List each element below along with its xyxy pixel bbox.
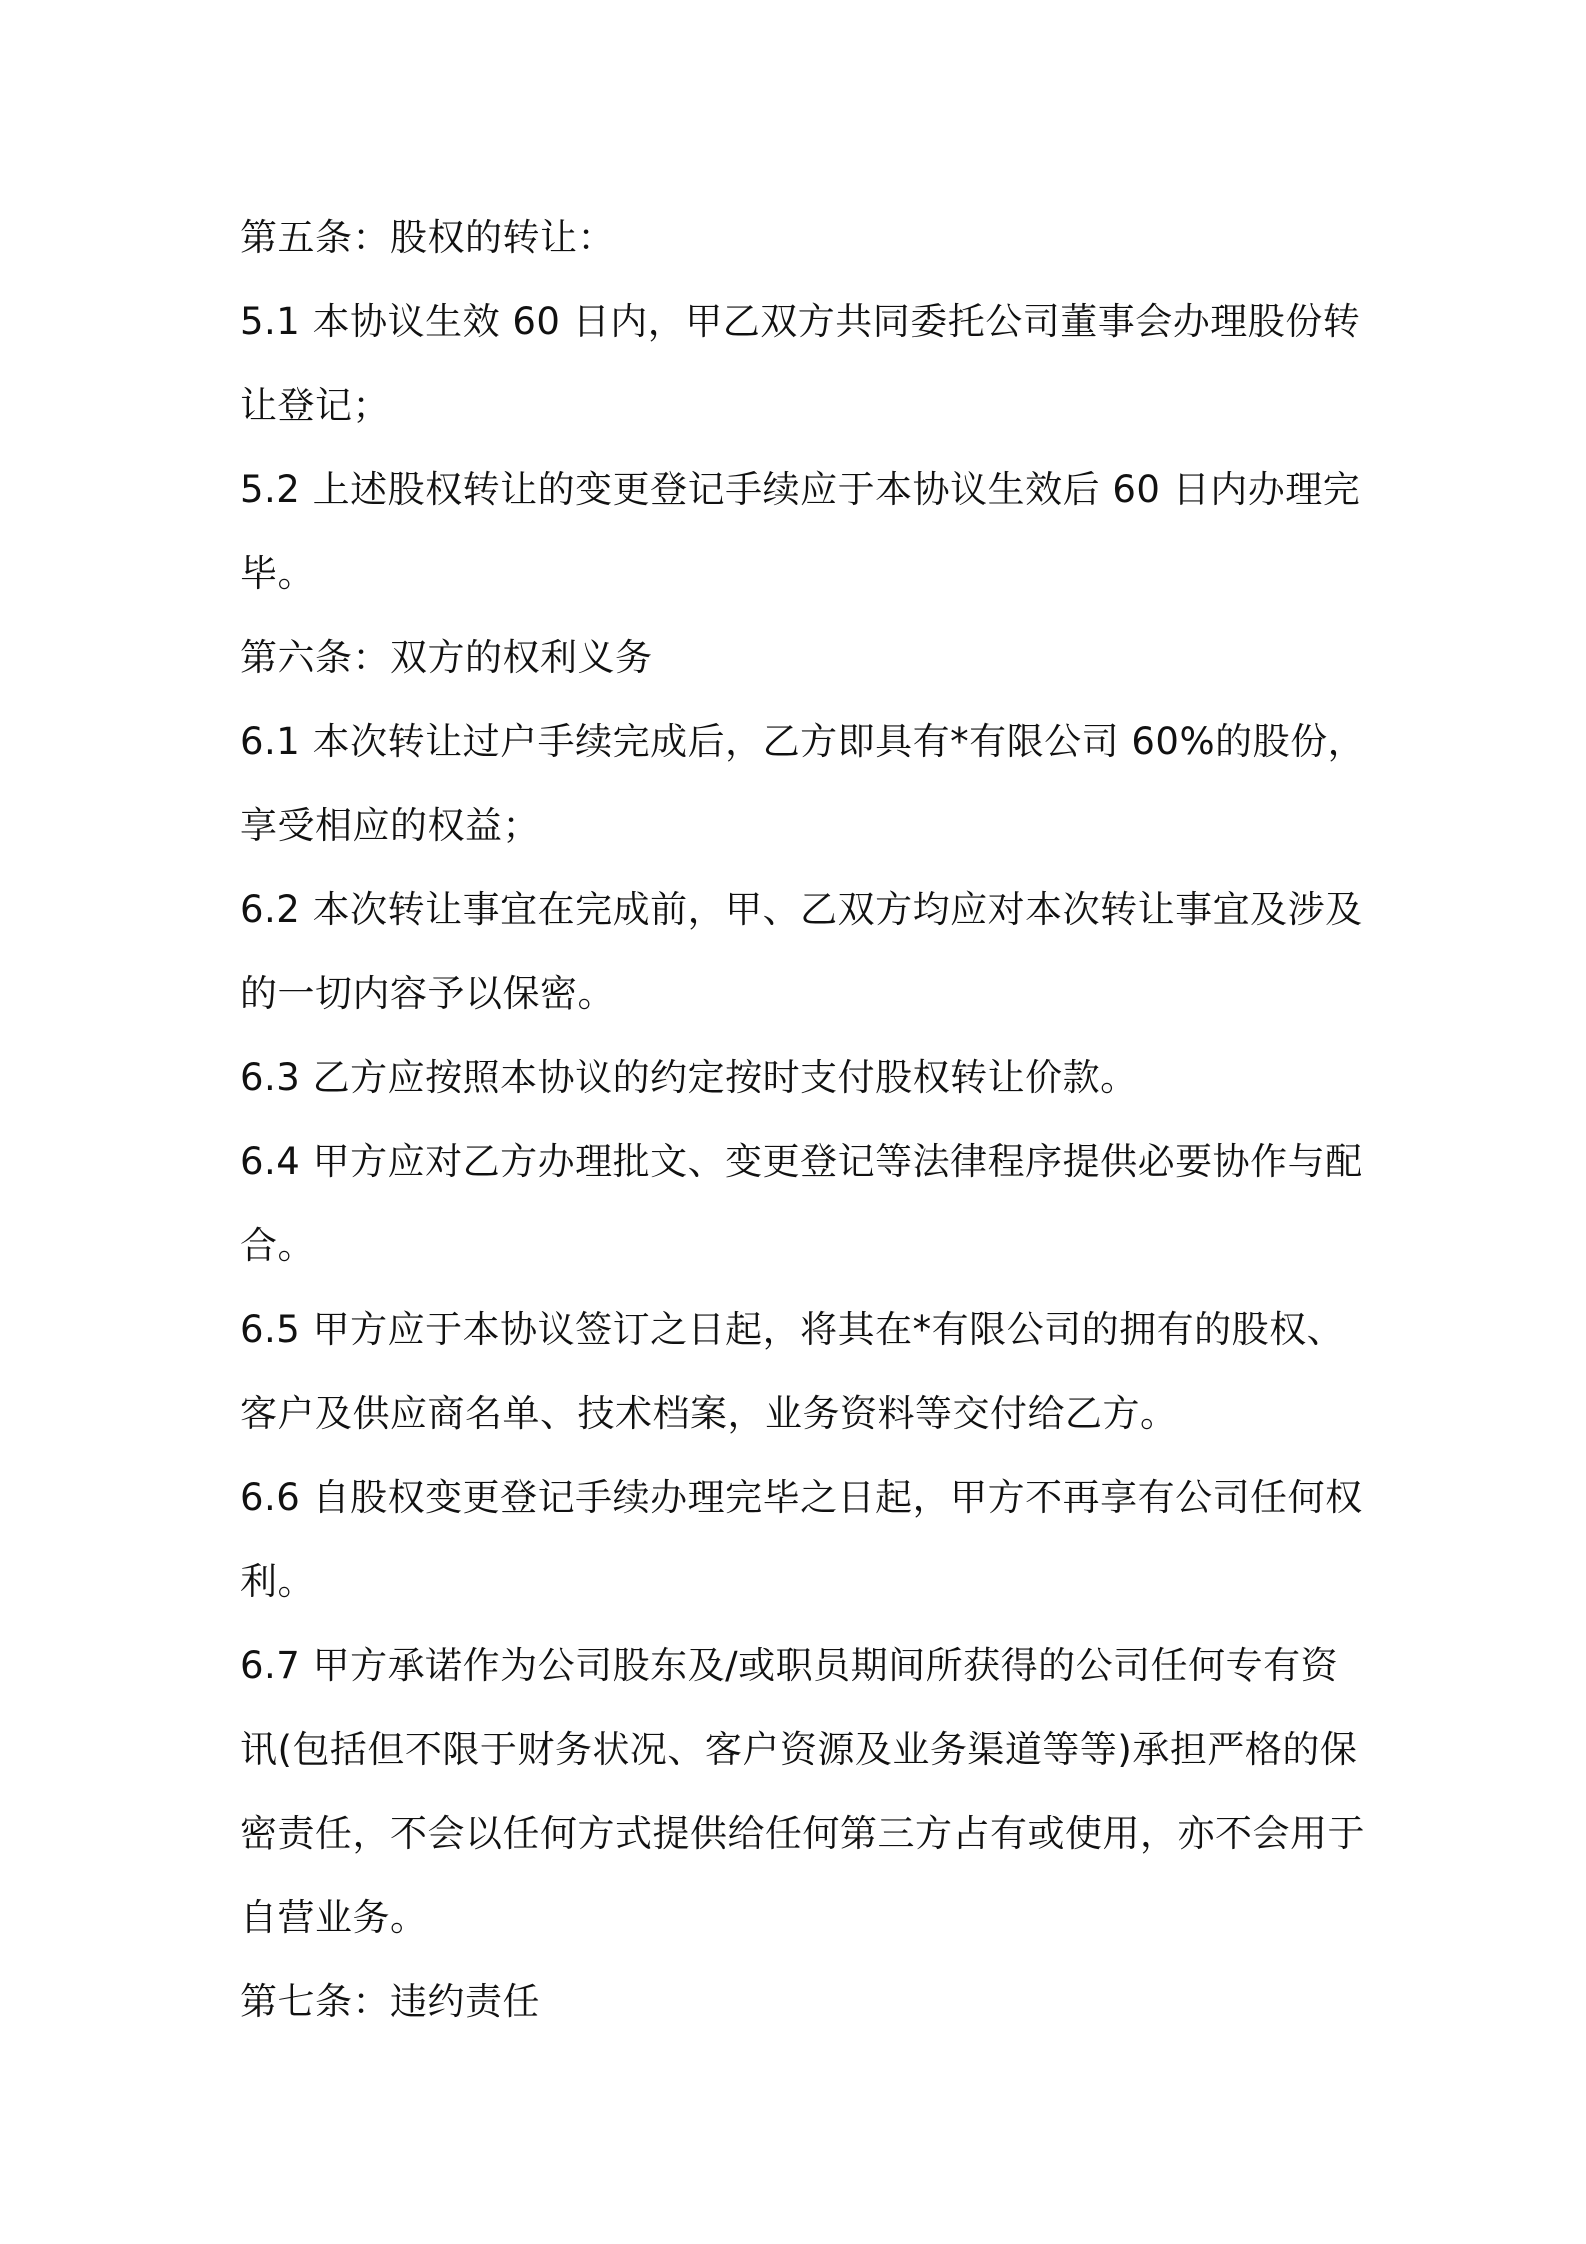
clause-6-6-line-2: 利。 [240,1560,315,1603]
clause-6-3: 6.3 乙方应按照本协议的约定按时支付股权转让价款。 [240,1056,1138,1099]
clause-6-7-line-2: 讯(包括但不限于财务状况、客户资源及业务渠道等等)承担严格的保 [240,1728,1358,1771]
heading-article-7: 第七条：违约责任 [240,1980,540,2023]
clause-6-2-line-1: 6.2 本次转让事宜在完成前，甲、乙双方均应对本次转让事宜及涉及 [240,888,1363,931]
clause-5-1-line-2: 让登记； [240,384,390,427]
clause-6-1-line-1: 6.1 本次转让过户手续完成后，乙方即具有*有限公司 60%的股份， [240,720,1366,763]
clause-6-7-line-3: 密责任，不会以任何方式提供给任何第三方占有或使用，亦不会用于 [240,1812,1365,1855]
heading-article-6: 第六条：双方的权利义务 [240,636,653,679]
clause-6-7-line-1: 6.7 甲方承诺作为公司股东及/或职员期间所获得的公司任何专有资 [240,1644,1339,1687]
clause-6-1-line-2: 享受相应的权益； [240,804,540,847]
heading-article-5: 第五条：股权的转让： [240,216,615,259]
clause-5-2-line-2: 毕。 [240,552,315,595]
clause-6-5-line-2: 客户及供应商名单、技术档案，业务资料等交付给乙方。 [240,1392,1178,1435]
clause-6-4-line-2: 合。 [240,1224,315,1267]
clause-6-4-line-1: 6.4 甲方应对乙方办理批文、变更登记等法律程序提供必要协作与配 [240,1140,1363,1183]
clause-6-2-line-2: 的一切内容予以保密。 [240,972,615,1015]
clause-6-7-line-4: 自营业务。 [240,1896,428,1939]
clause-5-1-line-1: 5.1 本协议生效 60 日内，甲乙双方共同委托公司董事会办理股份转 [240,300,1361,343]
clause-6-6-line-1: 6.6 自股权变更登记手续办理完毕之日起，甲方不再享有公司任何权 [240,1476,1363,1519]
clause-5-2-line-1: 5.2 上述股权转让的变更登记手续应于本协议生效后 60 日内办理完 [240,468,1361,511]
clause-6-5-line-1: 6.5 甲方应于本协议签订之日起，将其在*有限公司的拥有的股权、 [240,1308,1345,1351]
